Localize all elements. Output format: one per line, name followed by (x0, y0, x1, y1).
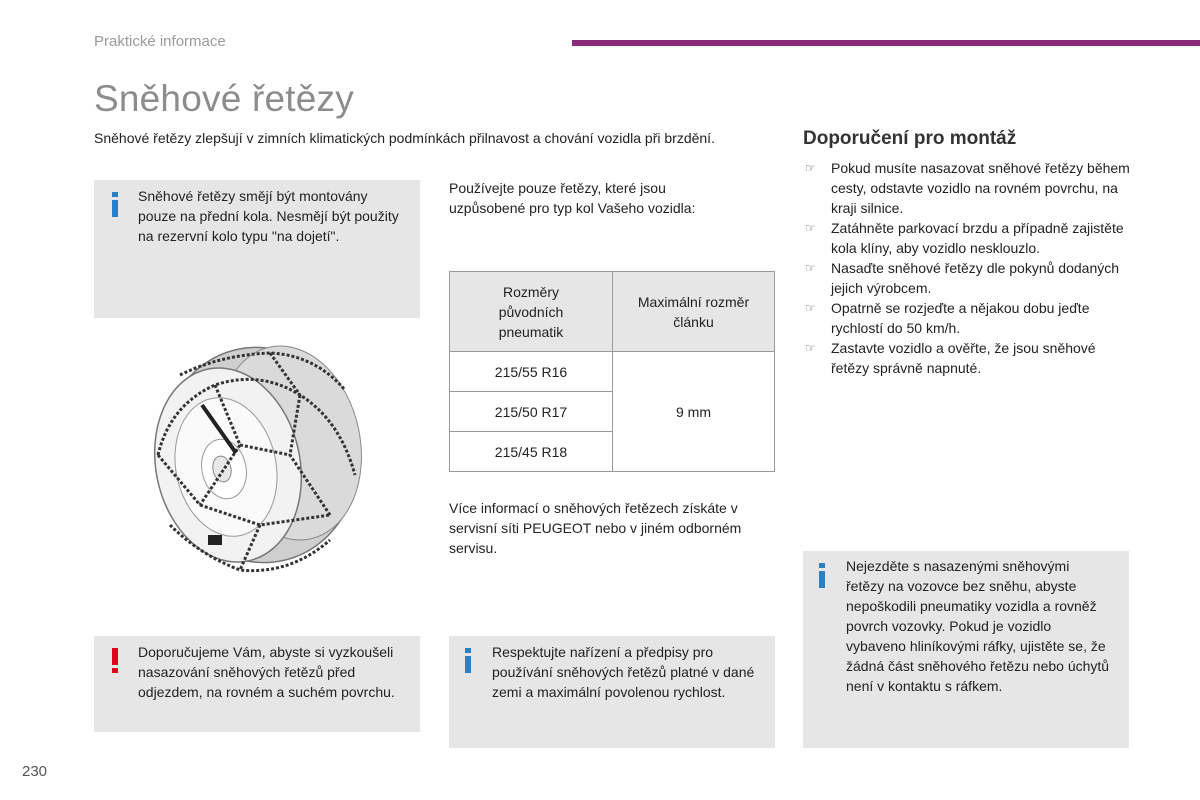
list-item-text: Zatáhněte parkovací brzdu a případně zajistěte kola klíny, aby vozidlo nesklouzlo. (831, 220, 1124, 256)
snow-chain-tire-illustration (140, 335, 380, 585)
pointing-hand-icon: ☞ (805, 341, 816, 355)
page-title: Sněhové řetězy (94, 78, 354, 119)
pointing-hand-icon: ☞ (805, 301, 816, 315)
warning-icon (112, 648, 118, 673)
list-item (803, 258, 1133, 298)
header-accent-bar (572, 40, 1200, 46)
info-box-regulations (449, 636, 775, 748)
more-info-text: Více informací o sněhových řetězech získáte v servisní síti PEUGEOT nebo v jiném odborném servisu. (449, 500, 742, 556)
info-icon (465, 648, 471, 673)
section-label: Praktické informace (94, 33, 226, 50)
info-box-text: Nejezděte s nasazenými sněhovými řetězy na vozovce bez sněhu, abyste nepoškodili pneumatiky vozidla a rovněž povrch vozovky. Pokud je vozidlo vybaveno hliníkovými ráfky, ujistěte se, že žádná část sněhového řetězu nebo úchytů není v kontaktu s ráfkem. (846, 558, 1110, 694)
warning-box (94, 636, 420, 732)
tire-size-cell: 215/45 R18 (450, 432, 613, 472)
link-size-cell: 9 mm (613, 352, 775, 472)
table-header-cell (613, 272, 775, 352)
warning-box-text: Doporučujeme Vám, abyste si vyzkoušeli nasazování sněhových řetězů před odjezdem, na rovném a suchém povrchu. (138, 644, 395, 700)
table-header-cell (450, 272, 613, 352)
intro-text: Sněhové řetězy zlepšují v zimních klimatických podmínkách přilnavost a chování vozidla při brzdění. (94, 130, 715, 146)
header-max-link: Maximální rozměr článku (637, 293, 750, 330)
info-box-no-snow (803, 551, 1129, 748)
info-icon (819, 563, 825, 588)
pointing-hand-icon: ☞ (805, 161, 816, 175)
info-box-text: Sněhové řetězy smějí být montovány pouze na přední kola. Nesmějí být použity na rezervní kolo typu "na dojetí". (138, 188, 399, 244)
mounting-list (803, 158, 1133, 378)
info-box-front-wheels (94, 180, 420, 318)
pointing-hand-icon: ☞ (805, 221, 816, 235)
list-item (803, 338, 1133, 378)
tire-size-cell: 215/55 R16 (450, 352, 613, 392)
table-header-row (450, 272, 775, 352)
info-box-text: Respektujte nařízení a předpisy pro používání sněhových řetězů platné v dané zemi a maximální povolenou rychlost. (492, 644, 755, 700)
usage-text: Používejte pouze řetězy, které jsou uzpůsobené pro typ kol Vašeho vozidla: (449, 180, 696, 216)
list-item-text: Opatrně se rozjeďte a nějakou dobu jeďte rychlostí do 50 km/h. (831, 300, 1090, 336)
chain-size-table (449, 271, 775, 472)
header-tire-sizes: Rozměry původních pneumatik (498, 283, 564, 340)
page-number: 230 (22, 763, 48, 780)
list-item (803, 218, 1133, 258)
list-item (803, 298, 1133, 338)
tire-svg (140, 335, 380, 585)
list-item-text: Zastavte vozidlo a ověřte, že jsou sněhové řetězy správně napnuté. (831, 340, 1096, 376)
list-item-text: Nasaďte sněhové řetězy dle pokynů dodaných jejich výrobcem. (831, 260, 1120, 296)
list-item (803, 158, 1133, 218)
list-item-text: Pokud musíte nasazovat sněhové řetězy během cesty, odstavte vozidlo na rovném povrchu, na kraji silnice. (831, 160, 1130, 216)
pointing-hand-icon: ☞ (805, 261, 816, 275)
info-icon (112, 192, 118, 217)
table-row (450, 352, 775, 392)
mounting-heading: Doporučení pro montáž (803, 128, 1017, 149)
tire-size-cell: 215/50 R17 (450, 392, 613, 432)
